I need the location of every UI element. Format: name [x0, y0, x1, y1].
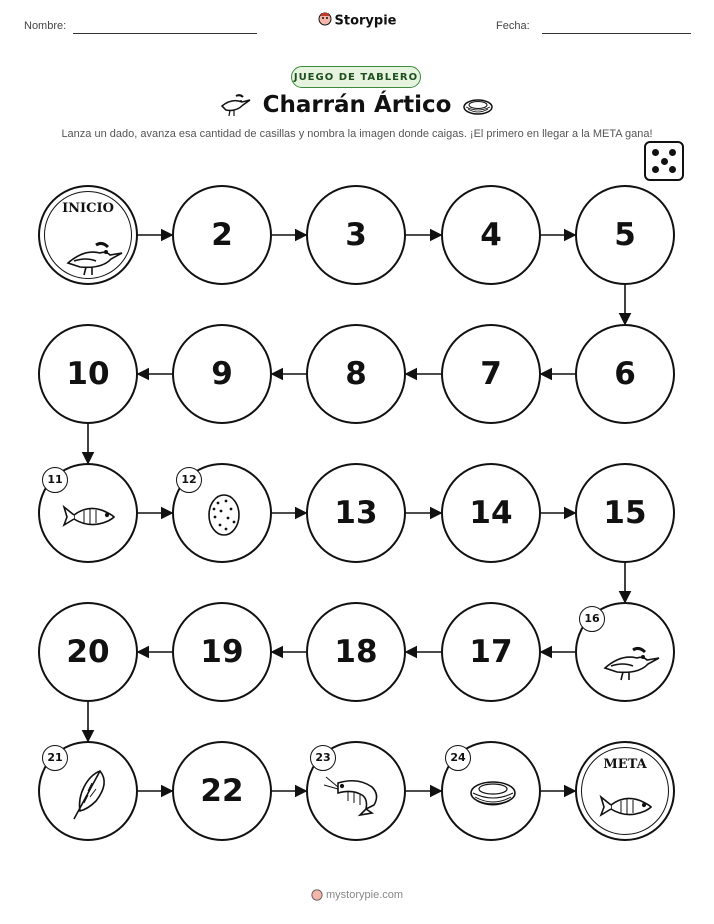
board-cell-14: [441, 463, 541, 563]
cell-number: 13: [334, 495, 378, 531]
cell-number-tag: 21: [42, 745, 68, 771]
board-cell-16: [575, 602, 675, 702]
board-cell-20: [38, 602, 138, 702]
board-cell-11: [38, 463, 138, 563]
board-cell-6: [575, 324, 675, 424]
cell-number-tag: 16: [579, 606, 605, 632]
board-cell-inicio: [38, 185, 138, 285]
date-label: Fecha:: [496, 20, 530, 32]
board-cell-7: [441, 324, 541, 424]
cell-number: 18: [334, 634, 378, 670]
board-cell-4: [441, 185, 541, 285]
cell-number: 19: [200, 634, 244, 670]
page-title: Charrán Ártico: [262, 92, 452, 118]
cell-number-tag: 23: [310, 745, 336, 771]
board-cell-15: [575, 463, 675, 563]
cell-number: 2: [211, 217, 233, 253]
cell-number: 3: [345, 217, 367, 253]
cell-number: 8: [345, 356, 367, 392]
board-cell-12: [172, 463, 272, 563]
board-cell-meta: [575, 741, 675, 841]
cell-number-tag: 11: [42, 467, 68, 493]
board-cell-10: [38, 324, 138, 424]
board-cell-18: [306, 602, 406, 702]
board-cell-19: [172, 602, 272, 702]
footer-url: mystorypie.com: [326, 889, 404, 901]
cell-number: 20: [66, 634, 110, 670]
cell-number-tag: 24: [445, 745, 471, 771]
board-cell-13: [306, 463, 406, 563]
cell-number: 4: [480, 217, 502, 253]
board-cell-9: [172, 324, 272, 424]
cell-number: 9: [211, 356, 233, 392]
board-cell-23: [306, 741, 406, 841]
game-type-badge: JUEGO DE TABLERO: [291, 66, 421, 88]
brand-name: Storypie: [334, 13, 397, 29]
cell-number: 7: [480, 356, 502, 392]
footer: [0, 889, 714, 901]
board-cell-17: [441, 602, 541, 702]
cell-number: 17: [469, 634, 513, 670]
board-cell-24: [441, 741, 541, 841]
cell-number: 22: [200, 773, 244, 809]
board-cell-22: [172, 741, 272, 841]
storypie-mascot-icon: [311, 889, 323, 901]
board-cell-8: [306, 324, 406, 424]
cell-number: 15: [603, 495, 647, 531]
name-label: Nombre:: [24, 20, 67, 32]
cell-label: INICIO: [62, 201, 114, 216]
cell-number-tag: 12: [176, 467, 202, 493]
cell-number: 10: [66, 356, 110, 392]
board-cell-5: [575, 185, 675, 285]
board-cell-3: [306, 185, 406, 285]
instructions: Lanza un dado, avanza esa cantidad de casillas y nombra la imagen donde caigas. ¡El primero en llegar a la META gana!: [61, 128, 653, 140]
cell-number: 5: [614, 217, 636, 253]
cell-number: 14: [469, 495, 513, 531]
board-cell-21: [38, 741, 138, 841]
cell-label: META: [603, 757, 647, 772]
board-cell-2: [172, 185, 272, 285]
cell-number: 6: [614, 356, 636, 392]
